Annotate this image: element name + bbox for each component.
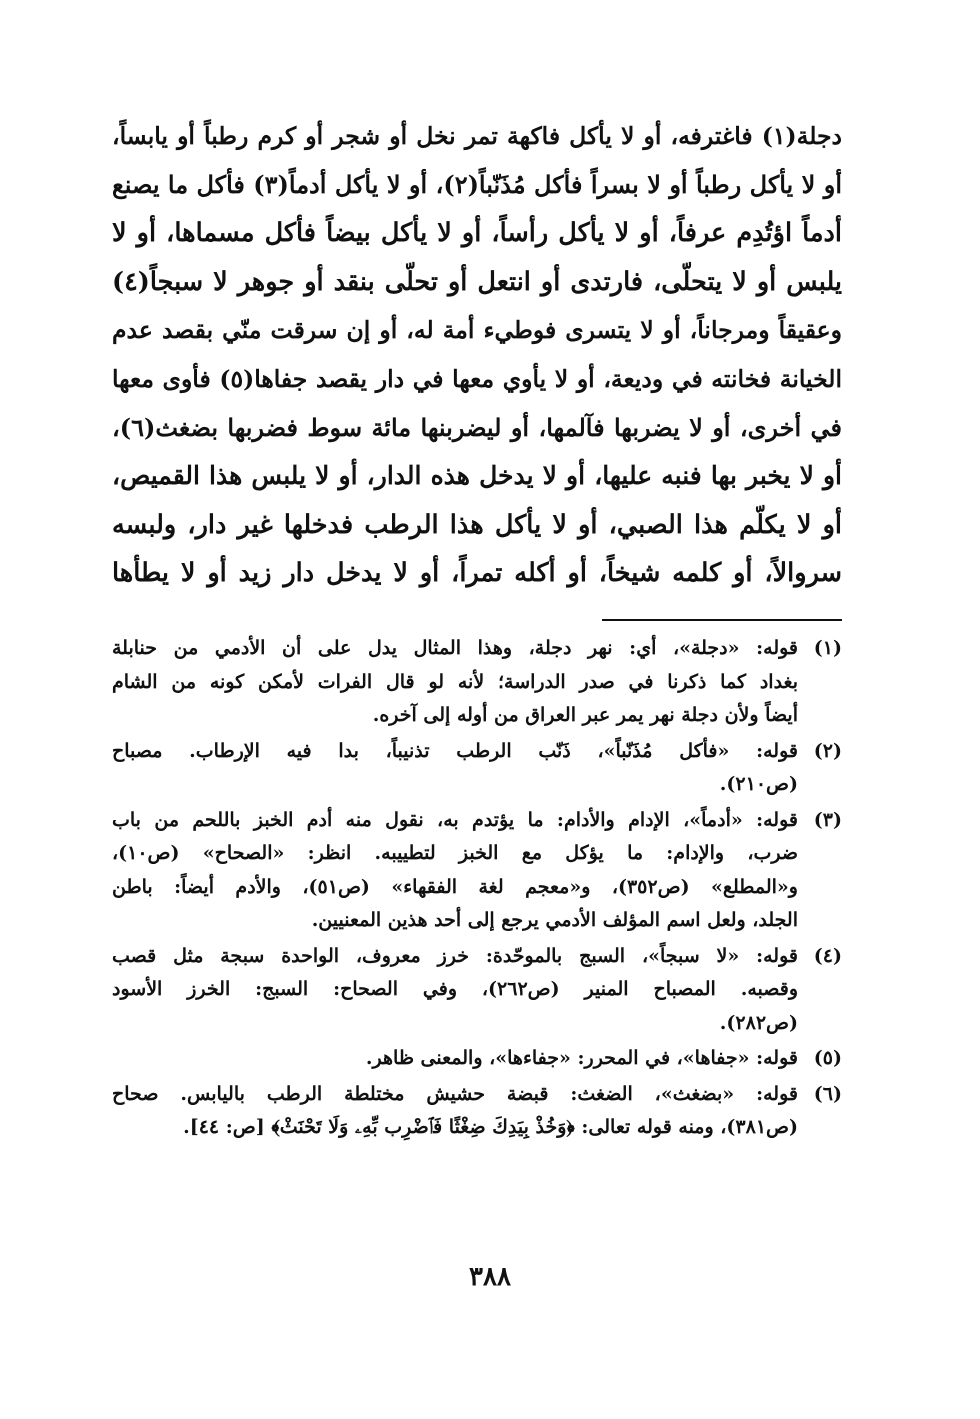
- footnote-line: (ص٢٨٢).: [719, 1011, 798, 1034]
- body-line: دجلة(١) فاغترفه، أو لا يأكل فاكهة تمر نخل أو شجر أو كرم رطباً أو يابساً،: [112, 122, 842, 150]
- footnote-line: الجلد، ولعل اسم المؤلف الأدمي يرجع إلى أحد هذين المعنيين.: [311, 909, 798, 931]
- footnote-line: قوله: «أدماً»، الإدام والأدام: ما يؤتدم به، نقول منه أدم الخبز باللحم من باب: [112, 808, 798, 831]
- footnote-line: (ص٣٨١)، ومنه قوله تعالى: ﴿وَخُذْ بِيَدِكَ ضِغْثًا فَٱضْرِب بِّهِۦ وَلَا تَحْنَثْ﴾ [ص: ٤٤].: [183, 1116, 798, 1138]
- body-line: أو لا يكلّم هذا الصبي، أو لا يأكل هذا الرطب فدخلها غير دار، ولبسه: [112, 509, 842, 540]
- footnote-line: قوله: «بضغث»، الضغث: قبضة حشيش مختلطة الرطب باليابس. صحاح: [112, 1082, 798, 1105]
- footnote-line: أيضاً ولأن دجلة نهر يمر عبر العراق من أوله إلى آخره.: [372, 704, 798, 726]
- body-line: سروالاً، أو كلمه شيخاً، أو أكله تمراً، أو لا يدخل دار زيد أو لا يطأها: [112, 558, 842, 589]
- page-number: ٣٨٨: [469, 1262, 511, 1292]
- footnote-divider: [602, 619, 842, 621]
- body-line: أو لا يخبر بها فنبه عليها، أو لا يدخل هذه الدار، أو لا يلبس هذا القميص،: [112, 461, 842, 491]
- footnote-number: (٦): [813, 1082, 842, 1105]
- footnote-line: ضرب، والإدام: ما يؤكل مع الخبز لتطييبه. انظر: «الصحاح» (ص١٠)،: [112, 842, 798, 864]
- footnote-text: [112, 940, 798, 1041]
- footnote-text: [112, 804, 798, 938]
- footnote-line: قوله: «جفاها»، في المحرر: «جفاءها»، والمعنى ظاهر.: [365, 1047, 798, 1069]
- footnote-number: (١): [813, 637, 842, 659]
- footnote-line: قوله: «فأكل مُذَنّباً»، ذَنّب الرطب تذنيباً، بدا فيه الإرطاب. مصباح: [112, 739, 798, 762]
- footnote-number: (٤): [813, 944, 842, 967]
- footnote-3: [112, 804, 842, 938]
- footnote-text: [112, 1042, 798, 1076]
- footnote-4: [112, 940, 842, 1041]
- main-body-text: [112, 112, 842, 598]
- footnote-text: [112, 632, 798, 733]
- footnote-text: [112, 735, 798, 802]
- footnote-text: [112, 1078, 798, 1145]
- footnote-line: قوله: «دجلة»، أي: نهر دجلة، وهذا المثال يدل على أن الأدمي من حنابلة: [112, 637, 798, 659]
- footnotes: [112, 632, 842, 1147]
- body-line: يلبس أو لا يتحلّى، فارتدى أو انتعل أو تحلّى بنقد أو جوهر لا سبجاً(٤): [112, 266, 842, 297]
- footnote-number: (٥): [813, 1047, 842, 1069]
- body-line: في أخرى، أو لا يضربها فآلمها، أو ليضربنها مائة سوط فضربها بضغث(٦)،: [112, 412, 842, 442]
- footnote-line: (ص٢١٠).: [719, 773, 798, 795]
- footnote-number: (٣): [813, 808, 842, 831]
- footnote-5: [112, 1042, 842, 1076]
- footnote-2: [112, 735, 842, 802]
- body-line: وعقيقاً ومرجاناً، أو لا يتسرى فوطيء أمة له، أو إن سرقت منّي بقصد عدم: [112, 316, 842, 345]
- footnote-line: وقصبه. المصباح المنير (ص٢٦٢)، وفي الصحاح: السبج: الخرز الأسود: [112, 978, 798, 1000]
- footnote-line: قوله: «لا سبجاً»، السبج بالموحّدة: خرز معروف، الواحدة سبجة مثل قصب: [112, 944, 798, 967]
- footnote-6: [112, 1078, 842, 1145]
- footnote-line: بغداد كما ذكرنا في صدر الدراسة؛ لأنه لو قال الفرات لأمكن كونه من الشام: [112, 670, 798, 693]
- body-line: الخيانة فخانته في وديعة، أو لا يأوي معها في دار يقصد جفاها(٥) فأوى معها: [112, 364, 842, 393]
- body-line: أدماً اؤتُدِم عرفاً، أو لا يأكل رأساً، أو لا يأكل بيضاً فأكل مسماها، أو لا: [112, 218, 842, 249]
- footnote-1: [112, 632, 842, 733]
- footnote-number: (٢): [813, 739, 842, 762]
- footnote-line: و«المطلع» (ص٣٥٢)، و«معجم لغة الفقهاء» (ص٥١)، والأدم أيضاً: باطن: [112, 875, 798, 898]
- body-line: أو لا يأكل رطباً أو لا بسراً فأكل مُذَنّباً(٢)، أو لا يأكل أدماً(٣) فأكل ما يصنع: [112, 169, 842, 199]
